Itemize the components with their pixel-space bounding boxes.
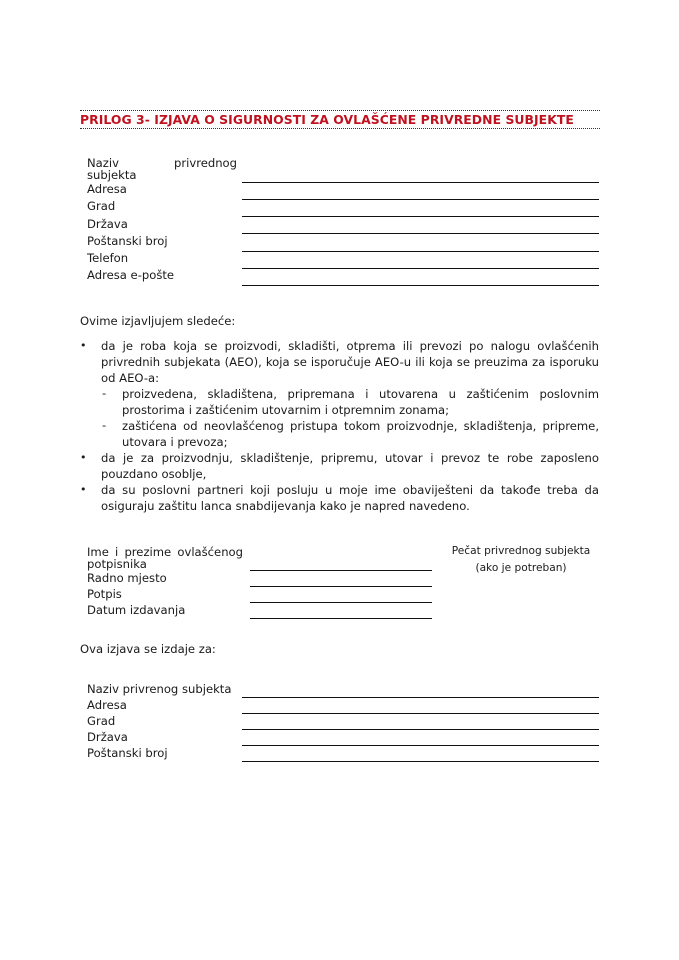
recipient-name-field[interactable]: [242, 697, 599, 698]
field-label-city: Grad: [87, 199, 116, 213]
dash-icon: -: [102, 386, 107, 400]
job-title-field[interactable]: [250, 586, 432, 587]
field-label-signatory-name-cont: potpisnika: [87, 557, 147, 571]
stamp-note: (ako je potreban): [475, 562, 567, 574]
declaration-subitem-1-line-1: proizvedena, skladištena, pripremana i utovarena u zaštićenim poslovnim: [122, 387, 599, 401]
recipient-city-field[interactable]: [242, 729, 599, 730]
field-label-recipient-name: Naziv privrenog subjekta: [87, 682, 232, 696]
stamp-label: Pečat privrednog subjekta: [451, 545, 591, 557]
declaration-subitem-2-line-1: zaštićena od neovlašćenog pristupa tokom proizvodnje, skladištenja, pripreme,: [122, 419, 599, 433]
document-title: PRILOG 3- IZJAVA O SIGURNOSTI ZA OVLAŠĆENE PRIVREDNE SUBJEKTE: [80, 112, 574, 127]
declaration-item-2-line-2: pouzdano osoblje,: [101, 467, 207, 481]
field-label-email: Adresa e-pošte: [87, 268, 175, 282]
field-label-recipient-postal-code: Poštanski broj: [87, 746, 168, 760]
postal-code-field[interactable]: [242, 251, 599, 252]
declaration-item-2-line-1: da je za proizvodnju, skladištenje, pripremu, utovar i prevoz te robe zaposleno: [101, 451, 599, 465]
issue-date-field[interactable]: [250, 618, 432, 619]
recipient-country-field[interactable]: [242, 745, 599, 746]
field-label-recipient-city: Grad: [87, 714, 116, 728]
recipient-postal-code-field[interactable]: [242, 761, 599, 762]
field-label-job-title: Radno mjesto: [87, 571, 167, 585]
declaration-intro: Ovime izjavljujem sledeće:: [80, 314, 236, 328]
declaration-item-3-line-2: osiguraju zaštitu lanca snabdijevanja kako je napred navedeno.: [101, 499, 470, 513]
recipient-address-field[interactable]: [242, 713, 599, 714]
company-name-field[interactable]: [242, 182, 599, 183]
field-label-address: Adresa: [87, 182, 127, 196]
city-field[interactable]: [242, 216, 599, 217]
signatory-name-field[interactable]: [250, 570, 432, 571]
declaration-subitem-1-line-2: prostorima i zaštićenim utovarnim i otpremnim zonama;: [122, 403, 450, 417]
address-field[interactable]: [242, 199, 599, 200]
country-field[interactable]: [242, 233, 599, 234]
field-label-phone: Telefon: [87, 251, 129, 265]
declaration-subitem-2-line-2: utovara i prevoza;: [122, 435, 228, 449]
declaration-item-1-line-3: od AEO-a:: [101, 371, 160, 385]
field-label-country: Država: [87, 217, 128, 231]
bullet-icon: •: [80, 451, 87, 464]
field-label-company-name-part3: subjekta: [87, 168, 137, 182]
bullet-icon: •: [80, 339, 87, 352]
field-label-recipient-address: Adresa: [87, 698, 127, 712]
bullet-icon: •: [80, 483, 87, 496]
declaration-item-1-line-2: privrednih subjekata (AEO), koja se isporučuje AEO-u ili koja se preuzima za isporuku: [101, 355, 599, 369]
declaration-item-3-line-1: da su poslovni partneri koji posluju u moje ime obaviješteni da takođe treba da: [101, 483, 599, 497]
email-field[interactable]: [242, 285, 599, 286]
dash-icon: -: [102, 418, 107, 432]
phone-field[interactable]: [242, 268, 599, 269]
field-label-recipient-country: Država: [87, 730, 128, 744]
issued-for-intro: Ova izjava se izdaje za:: [80, 642, 216, 656]
field-label-signature: Potpis: [87, 587, 122, 601]
field-label-company-name-part1: Naziv: [87, 156, 119, 170]
field-label-postal-code: Poštanski broj: [87, 234, 168, 248]
signature-field[interactable]: [250, 602, 432, 603]
field-label-issue-date: Datum izdavanja: [87, 603, 186, 617]
title-bar: [80, 110, 600, 129]
field-label-signatory-name: Ime i prezime ovlašćenog: [87, 545, 243, 559]
field-label-company-name-part2: privrednog: [174, 156, 238, 170]
declaration-item-1-line-1: da je roba koja se proizvodi, skladišti, otprema ili prevozi po nalogu ovlašćenih: [101, 339, 599, 353]
